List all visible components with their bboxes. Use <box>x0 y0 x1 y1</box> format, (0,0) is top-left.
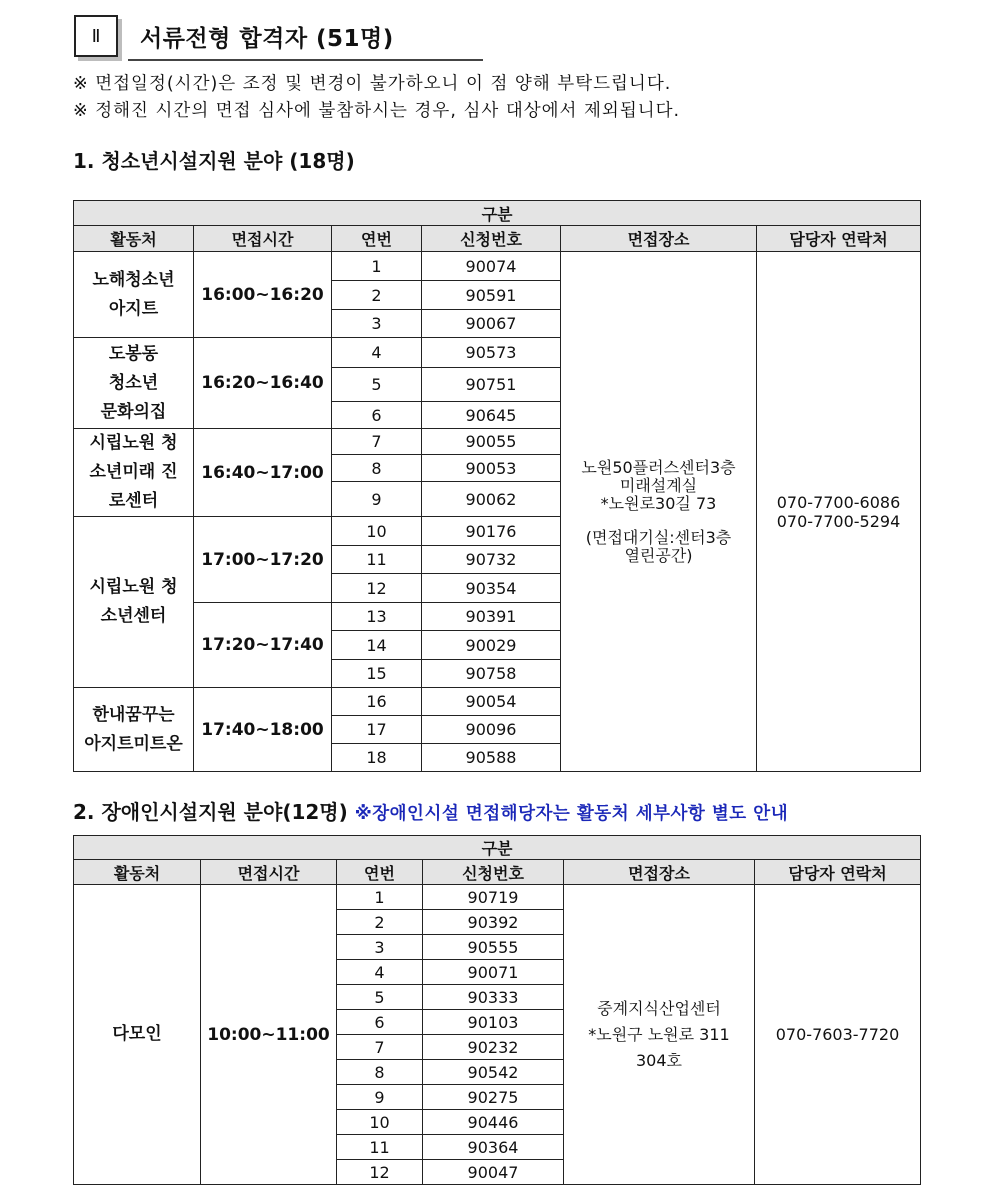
site-cell <box>74 252 194 338</box>
row-no: 3 <box>332 310 422 338</box>
place-line: 304호 <box>636 1050 682 1070</box>
col-app-number: 신청번호 <box>423 860 564 885</box>
row-app: 90573 <box>422 338 561 368</box>
note-absence: ※ 정해진 시간의 면접 심사에 불참하시는 경우, 심사 대상에서 제외됩니다. <box>73 101 681 121</box>
place-line: *노원로30길 73 <box>600 493 717 513</box>
row-app: 90758 <box>422 660 561 688</box>
row-no: 1 <box>332 252 422 281</box>
row-app: 90719 <box>423 885 564 910</box>
row-app: 90645 <box>422 402 561 429</box>
col-no: 연번 <box>337 860 423 885</box>
section-number-box <box>74 15 118 57</box>
row-no: 18 <box>332 744 422 772</box>
row-no: 15 <box>332 660 422 688</box>
row-app: 90555 <box>423 935 564 960</box>
site-cell <box>74 688 194 772</box>
place-line: 중계지식산업센터 <box>597 998 721 1018</box>
row-app: 90588 <box>422 744 561 772</box>
part2-heading-text: 2. 장애인시설지원 분야(12명) <box>73 800 348 824</box>
row-app: 90354 <box>422 574 561 603</box>
place-line: *노원구 노원로 311 <box>588 1024 730 1044</box>
col-site: 활동처 <box>74 860 201 885</box>
row-app: 90054 <box>422 688 561 716</box>
site-cell <box>74 429 194 517</box>
row-no: 11 <box>332 546 422 574</box>
row-no: 10 <box>337 1110 423 1135</box>
site-name: 시립노원 청소년센터 <box>89 577 178 626</box>
time-cell: 10:00~11:00 <box>201 885 337 1185</box>
col-place: 면접장소 <box>561 226 757 252</box>
time-cell: 16:20~16:40 <box>194 338 332 429</box>
row-app: 90446 <box>423 1110 564 1135</box>
row-app: 90232 <box>423 1035 564 1060</box>
site-name: 노해청소년 아지트 <box>92 269 175 319</box>
place-line: 열린공간) <box>624 545 693 565</box>
contact-cell: 070-7603-7720 <box>755 885 921 1185</box>
row-app: 90333 <box>423 985 564 1010</box>
contact-line: 070-7700-6086 <box>776 492 901 512</box>
note-schedule: ※ 면접일정(시간)은 조정 및 변경이 불가하오니 이 점 양해 부탁드립니다. <box>73 74 672 94</box>
row-app: 90392 <box>423 910 564 935</box>
row-no: 7 <box>332 429 422 455</box>
row-app: 90176 <box>422 517 561 546</box>
section-title-underline <box>128 59 483 61</box>
col-time: 면접시간 <box>194 226 332 252</box>
row-no: 12 <box>337 1160 423 1185</box>
row-no: 5 <box>332 368 422 402</box>
row-app: 90062 <box>422 482 561 517</box>
row-no: 4 <box>332 338 422 368</box>
site-cell <box>74 517 194 688</box>
time-cell: 16:00~16:20 <box>194 252 332 338</box>
row-app: 90096 <box>422 716 561 744</box>
row-no: 2 <box>332 281 422 310</box>
part2-heading <box>73 796 788 825</box>
group-header: 구분 <box>74 836 921 860</box>
part2-table <box>73 835 921 1185</box>
col-contact: 담당자 연락처 <box>757 226 921 252</box>
row-no: 12 <box>332 574 422 603</box>
row-app: 90047 <box>423 1160 564 1185</box>
site-name: 시립노원 청소년미래 진로센터 <box>89 433 178 511</box>
col-time: 면접시간 <box>201 860 337 885</box>
site-cell: 다모인 <box>74 885 201 1185</box>
row-app: 90103 <box>423 1010 564 1035</box>
row-app: 90751 <box>422 368 561 402</box>
part2-notice: ※장애인시설 면접해당자는 활동처 세부사항 별도 안내 <box>354 804 789 824</box>
time-cell: 17:00~17:20 <box>194 517 332 603</box>
row-no: 11 <box>337 1135 423 1160</box>
row-no: 8 <box>332 455 422 482</box>
row-app: 90275 <box>423 1085 564 1110</box>
row-app: 90074 <box>422 252 561 281</box>
part1-heading: 1. 청소년시설지원 분야 (18명) <box>73 149 355 173</box>
row-no: 3 <box>337 935 423 960</box>
section-title: 서류전형 합격자 (51명) <box>140 26 394 52</box>
row-no: 9 <box>337 1085 423 1110</box>
time-cell: 16:40~17:00 <box>194 429 332 517</box>
site-cell <box>74 338 194 429</box>
contact-cell <box>757 252 921 772</box>
part1-table <box>73 200 921 772</box>
time-cell: 17:20~17:40 <box>194 603 332 688</box>
row-no: 10 <box>332 517 422 546</box>
row-no: 5 <box>337 985 423 1010</box>
row-no: 6 <box>332 402 422 429</box>
row-no: 4 <box>337 960 423 985</box>
row-no: 1 <box>337 885 423 910</box>
col-no: 연번 <box>332 226 422 252</box>
row-no: 14 <box>332 631 422 660</box>
row-no: 2 <box>337 910 423 935</box>
place-cell <box>564 885 755 1185</box>
row-no: 9 <box>332 482 422 517</box>
place-line: 노원50플러스센터3층 <box>581 457 736 477</box>
time-cell: 17:40~18:00 <box>194 688 332 772</box>
row-app: 90542 <box>423 1060 564 1085</box>
row-app: 90364 <box>423 1135 564 1160</box>
col-contact: 담당자 연락처 <box>755 860 921 885</box>
place-line: (면접대기실:센터3층 <box>585 527 732 547</box>
col-app-number: 신청번호 <box>422 226 561 252</box>
row-no: 6 <box>337 1010 423 1035</box>
site-name: 한내꿈꾸는 아지트미트온 <box>84 704 183 754</box>
row-no: 13 <box>332 603 422 631</box>
place-cell <box>561 252 757 772</box>
row-no: 16 <box>332 688 422 716</box>
group-header: 구분 <box>74 201 921 226</box>
row-app: 90055 <box>422 429 561 455</box>
place-line: 미래설계실 <box>619 475 698 495</box>
row-app: 90071 <box>423 960 564 985</box>
row-no: 7 <box>337 1035 423 1060</box>
col-place: 면접장소 <box>564 860 755 885</box>
row-app: 90053 <box>422 455 561 482</box>
row-app: 90391 <box>422 603 561 631</box>
site-name: 도봉동 청소년 문화의집 <box>100 343 167 422</box>
row-no: 8 <box>337 1060 423 1085</box>
row-app: 90732 <box>422 546 561 574</box>
row-app: 90067 <box>422 310 561 338</box>
col-site: 활동처 <box>74 226 194 252</box>
row-no: 17 <box>332 716 422 744</box>
contact-line: 070-7700-5294 <box>776 511 901 531</box>
row-app: 90591 <box>422 281 561 310</box>
row-app: 90029 <box>422 631 561 660</box>
section-number: Ⅱ <box>91 25 101 47</box>
